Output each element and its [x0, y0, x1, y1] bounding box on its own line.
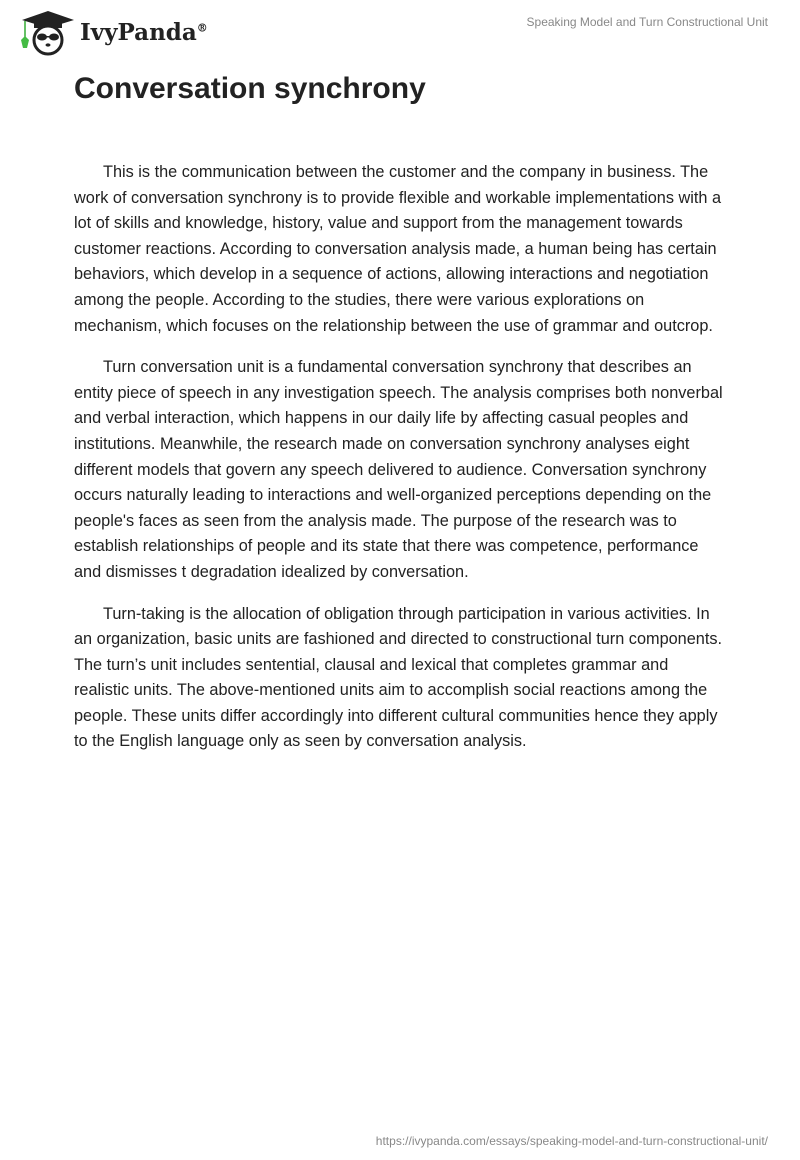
essay-body [74, 160, 726, 771]
section-heading: Conversation synchrony [74, 72, 426, 105]
panda-graduate-icon [18, 8, 74, 56]
source-url[interactable]: https://ivypanda.com/essays/speaking-model-and-turn-constructional-unit/ [375, 1134, 768, 1148]
paragraph: Turn-taking is the allocation of obligation through participation in various activities. In an organization, basic units are fashioned and directed to constructional turn components. The turn’s unit includes sentential, clausal and lexical that completes grammar and realistic units. The above-mentioned units aim to accomplish social reactions among the people. These units differ accordingly into different cultural communities hence they apply to the English language only as seen by conversation analysis. [74, 604, 723, 751]
paragraph: Turn conversation unit is a fundamental conversation synchrony that describes an entity piece of speech in any investigation speech. The analysis comprises both nonverbal and verbal interaction, which happens in our daily life by affecting casual peoples and institutions. Meanwhile, the research made on conversation synchrony analyses eight different models that govern any speech delivered to audience. Conversation synchrony occurs naturally leading to interactions and well-organized perceptions depending on the people's faces as seen from the analysis made. The purpose of the research was to establish relationships of people and its state that there was competence, performance and dismisses t degradation idealized by conversation. [74, 358, 723, 581]
logo-text: IvyPanda® [80, 18, 208, 46]
paragraph: This is the communication between the customer and the company in business. The work of conversation synchrony is to provide flexible and workable implementations with a lot of skills and knowledge, history, value and support from the management towards customer reactions. According to conversation analysis made, a human being has certain behaviors, which develop in a sequence of actions, allowing interactions and negotiation among the people. According to the studies, there were various explorations on mechanism, which focuses on the relationship between the use of grammar and outcrop. [74, 163, 722, 335]
ivypanda-logo[interactable] [18, 8, 208, 56]
document-title: Speaking Model and Turn Constructional Unit [526, 15, 768, 29]
